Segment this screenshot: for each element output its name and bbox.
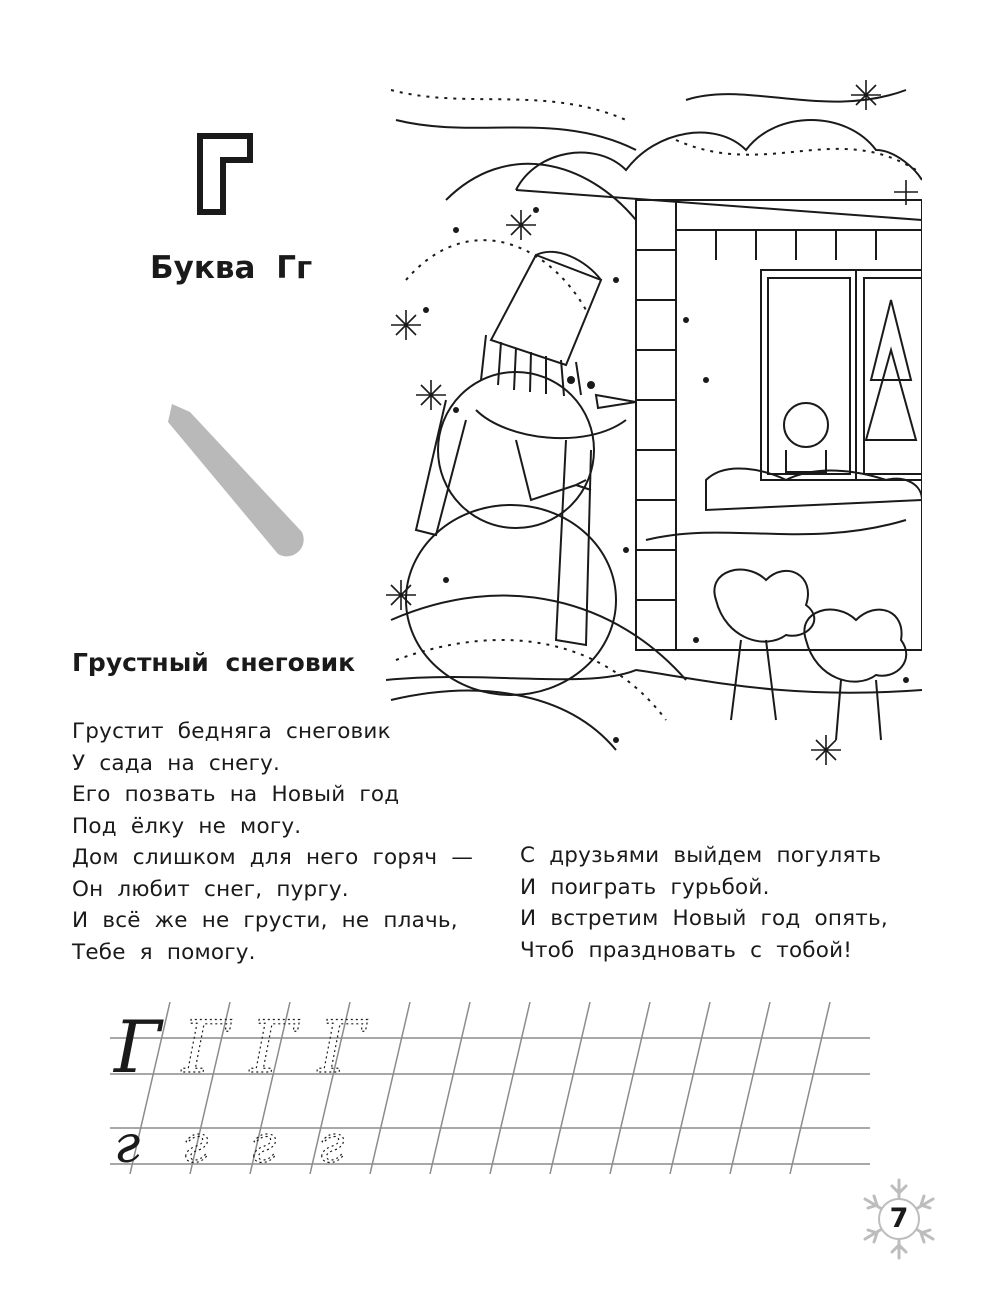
- cursive-upper-trace: Г: [182, 1005, 230, 1089]
- stroke-hint-icon: [160, 392, 330, 560]
- poem-line: С друзьями выйдем погулять: [520, 843, 882, 868]
- poem-line: У сада на снегу.: [72, 750, 281, 776]
- poem-stanza-1: [72, 716, 473, 968]
- cursive-upper-trace: Г: [318, 1005, 366, 1089]
- handwriting-practice-lines: [100, 1002, 880, 1174]
- cursive-upper-trace: Г: [250, 1005, 298, 1089]
- cursive-lower-trace: г: [182, 1115, 209, 1174]
- cursive-lower-trace: г: [318, 1115, 345, 1174]
- snowman-illustration: [386, 80, 922, 770]
- poem-line: Его позвать на Новый год: [72, 782, 400, 807]
- poem-stanza-2: [520, 840, 888, 966]
- poem-line: И поиграть гурьбой.: [520, 874, 770, 900]
- poem-line: Под ёлку не могу.: [72, 813, 302, 839]
- poem-title: Грустный снеговик: [72, 648, 356, 677]
- poem-line: Грустит бедняга снеговик: [72, 719, 391, 744]
- cursive-upper-sample: Г: [114, 1005, 162, 1089]
- letter-title: Буква Гг: [150, 250, 313, 286]
- poem-line: Чтоб праздновать с тобой!: [520, 937, 853, 963]
- poem-line: И всё же не грусти, не плачь,: [72, 908, 458, 933]
- poem-line: Он любит снег, пургу.: [72, 876, 349, 902]
- page-number: 7: [889, 1203, 909, 1234]
- poem-line: Тебе я помогу.: [72, 939, 256, 965]
- cursive-lower-trace: г: [250, 1115, 277, 1174]
- cursive-lower-sample: г: [114, 1115, 141, 1174]
- letter-glyph-icon: [196, 132, 254, 216]
- poem-line: И встретим Новый год опять,: [520, 906, 888, 931]
- poem-line: Дом слишком для него горяч —: [72, 845, 474, 870]
